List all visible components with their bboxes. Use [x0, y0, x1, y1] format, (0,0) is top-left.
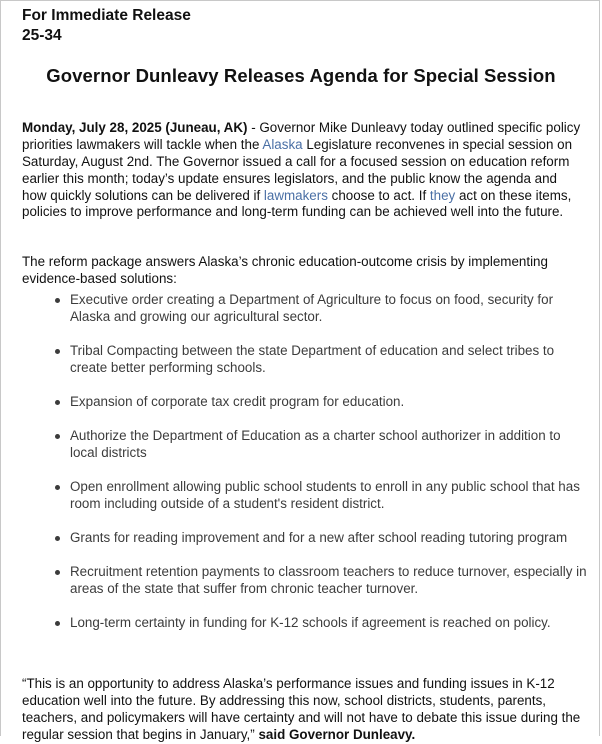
intro-paragraph — [22, 120, 584, 221]
bullet-icon — [55, 536, 60, 541]
reform-text: Authorize the Department of Education as a charter school authorizer in addition to local districts — [70, 428, 561, 460]
reform-list-item — [50, 615, 588, 632]
bullet-icon — [55, 400, 60, 405]
bullet-icon — [55, 434, 60, 439]
quote-attribution: said Governor Dunleavy. — [258, 726, 416, 742]
bullet-icon — [55, 349, 60, 354]
reform-list-item — [50, 564, 588, 597]
reform-text: Long-term certainty in funding for K-12 schools if agreement is reached on policy. — [70, 615, 551, 630]
release-label: For Immediate Release — [22, 7, 191, 24]
page-title: Governor Dunleavy Releases Agenda for Special Session — [46, 65, 556, 86]
reform-text: Open enrollment allowing public school students to enroll in any public school that has room including outside of a student's resident district. — [70, 479, 580, 511]
reform-list-item — [50, 428, 588, 461]
quote-text: “This is an opportunity to address Alaska’s performance issues and funding issues in K-12 education well into the future. By addressing this now, school districts, students, parents, teachers, and policymakers will have certainty and will not have to debate this issue during the regular session that begins in January,” — [22, 676, 581, 742]
bullet-icon — [55, 485, 60, 490]
intro-text-4: act on these items, policies to improve performance and long-term funding can be achieved well into the future. — [22, 187, 572, 220]
intro-text-2: Legislature reconvenes in special session on Saturday, August 2nd. The Governor issued a call for a focused session on education reform earlier this month; today’s update ensures legislators, and the public know the agenda and how quickly solutions can be delivered if — [22, 137, 573, 203]
intro-text-1: - Governor Mike Dunleavy today outlined specific policy priorities lawmakers will tackle when the — [22, 120, 581, 153]
bullet-icon — [55, 570, 60, 575]
quote-paragraph — [22, 676, 584, 743]
reform-list-item — [50, 479, 588, 512]
bullet-icon — [55, 298, 60, 303]
reform-list-item — [50, 394, 588, 411]
reform-text: Recruitment retention payments to classroom teachers to reduce turnover, especially in areas of the state that suffer from chronic teacher turnover. — [70, 564, 587, 596]
dateline: Monday, July 28, 2025 (Juneau, AK) — [22, 120, 248, 136]
reform-list-item — [50, 530, 588, 547]
reform-text: Expansion of corporate tax credit program for education. — [70, 394, 405, 409]
intro-text-3: choose to act. If — [327, 187, 430, 203]
release-header — [22, 6, 191, 46]
release-number: 25-34 — [22, 27, 62, 44]
reform-intro-paragraph: The reform package answers Alaska’s chronic education-outcome crisis by implementing evidence-based solutions: — [22, 254, 548, 287]
bullet-icon — [55, 621, 60, 626]
reform-text: Tribal Compacting between the state Department of education and select tribes to create better performing schools. — [70, 343, 555, 375]
reform-text: Executive order creating a Department of Agriculture to focus on food, security for Alaska and growing our agricultural sector. — [70, 292, 554, 324]
reform-text: Grants for reading improvement and for a new after school reading tutoring program — [70, 530, 568, 545]
lawmakers-link[interactable]: lawmakers — [263, 187, 328, 203]
reform-list-item — [50, 343, 588, 376]
they-link[interactable]: they — [429, 187, 456, 203]
reform-list-item — [50, 292, 588, 325]
alaska-link[interactable]: Alaska — [262, 137, 303, 153]
